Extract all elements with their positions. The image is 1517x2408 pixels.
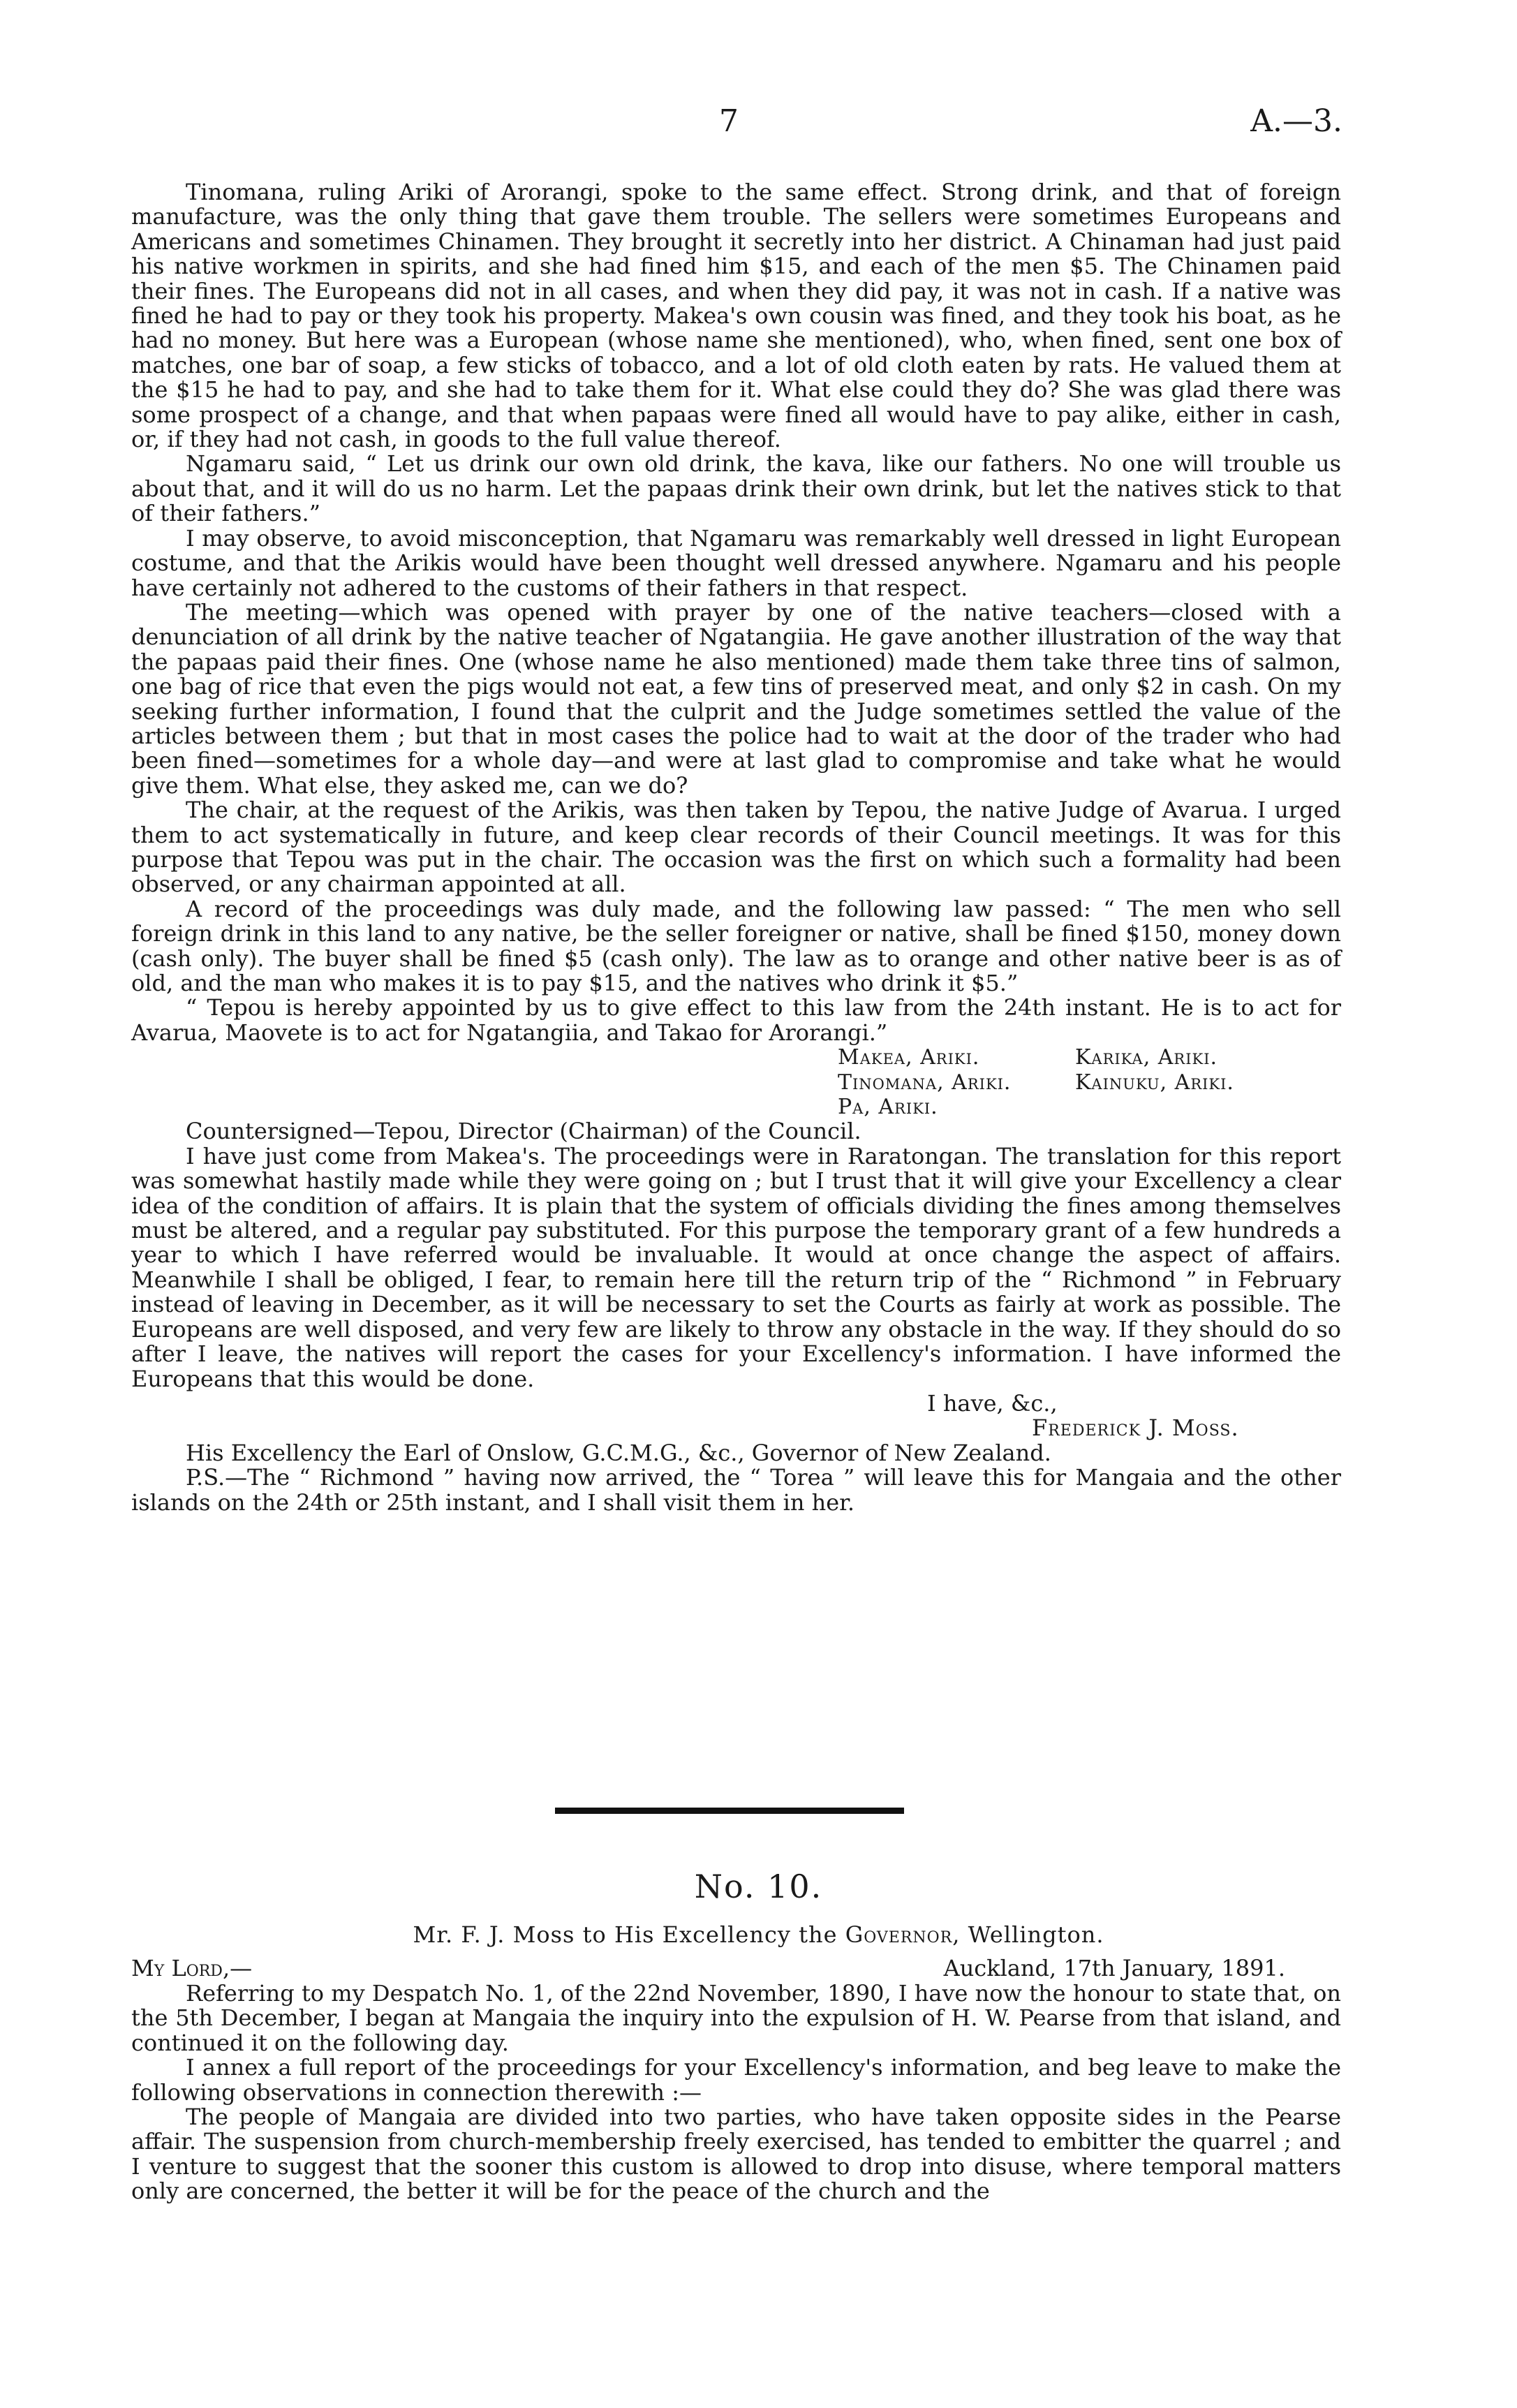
paragraph-observe: I may observe, to avoid misconception, that Ngamaru was remarkably well dressed in light European costume, and that the Arikis would have been thought well dressed anywhere. Ngamaru and his people have certainly not adhered to the customs of their fathers in that respect. [131, 524, 1341, 601]
document-reference: A.—3. [1250, 103, 1342, 139]
signature-tinomana: Tinomana, Ariki. [838, 1070, 1012, 1095]
page-header [0, 103, 1517, 145]
countersigned-line: Countersigned—Tepou, Director (Chairman) of the Council. [186, 1118, 861, 1145]
section-divider [555, 1808, 904, 1814]
subtitle-prefix: Mr. F. J. Moss to His Excellency the [413, 1921, 845, 1948]
signature-karika: Karika, Ariki. [1075, 1045, 1218, 1070]
section-title: No. 10. [694, 1868, 823, 1905]
paragraph-record: A record of the proceedings was duly made, and the following law passed: “ The men who sell foreign drink in this land to any native, be the seller foreigner or native, shall be fined $150, money down (cash only). The buyer shall be fined $5 (cash only). The law as to orange and other native beer is as of old, and the man who makes it is to pay $15, and the natives who drink it $5.” [131, 895, 1341, 996]
salutation: My Lord,— [131, 1955, 253, 1981]
closing-signature: Frederick J. Moss. [1032, 1414, 1239, 1442]
postscript: P.S.—The “ Richmond ” having now arrived, the “ Torea ” will leave this for Mangaia and the other islands on the 24th or 25th instant, and I shall visit them in her. [131, 1464, 1341, 1516]
signatures-block [131, 1045, 1341, 1119]
section-body [131, 1981, 1341, 2204]
paragraph-tinomana: Tinomana, ruling Ariki of Arorangi, spoke to the same effect. Strong drink, and that of foreign manufacture, was the only thing that gave them trouble. The sellers were sometimes Europeans and Americans and sometimes Chinamen. They brought it secretly into her district. A Chinaman had just paid his native workmen in spirits, and she had fined him $15, and each of the men $5. The Chinamen paid their fines. The Europeans did not in all cases, and when they did pay, it was not in cash. If a native was fined he had to pay or they took his property. Makea's own cousin was fined, and they took his boat, as he had no money. But here was a European (whose name she mentioned), who, when fined, sent one box of matches, one bar of soap, a few sticks of tobacco, and a lot of old cloth eaten by rats. He valued them at the $15 he had to pay, and she had to take them for it. What else could they do? She was glad there was some prospect of a change, and that when papaas were fined all would have to pay alike, either in cash, or, if they had not cash, in goods to the full value thereof. [131, 179, 1341, 453]
body-text [131, 180, 1341, 1515]
signature-pa: Pa, Ariki. [838, 1095, 938, 1120]
paragraph-ngamaru: Ngamaru said, “ Let us drink our own old drink, the kava, like our fathers. No one will trouble us about that, and it will do us no harm. Let the papaas drink their own drink, but let the natives stick to that of their fathers.” [131, 450, 1341, 527]
page-number: 7 [719, 103, 739, 139]
subtitle-suffix: , Wellington. [952, 1921, 1104, 1948]
addressee-line: His Excellency the Earl of Onslow, G.C.M.G., &c., Governor of New Zealand. [186, 1439, 1051, 1466]
paragraph-chair: The chair, at the request of the Arikis, was then taken by Tepou, the native Judge of Avarua. I urged them to act systematically in future, and keep clear records of their Council meetings. It was for this purpose that Tepou was put in the chair. The occasion was the first on which such a formality had been observed, or any chairman appointed at all. [131, 797, 1341, 898]
dateline: Auckland, 17th January, 1891. [943, 1955, 1285, 1981]
subtitle-governor: Governor [845, 1921, 953, 1948]
signature-makea: Makea, Ariki. [838, 1045, 980, 1070]
section-subtitle [0, 1921, 1517, 1948]
paragraph-tepou-appointed: “ Tepou is hereby appointed by us to give effect to this law from the 24th instant. He is to act for Avarua, Maovete is to act for Ngatangiia, and Takao for Arorangi.” [131, 994, 1341, 1046]
paragraph-mangaia-parties: The people of Mangaia are divided into two parties, who have taken opposite sides in the Pearse affair. The suspension from church-membership freely exercised, has tended to embitter the quarrel ; and I venture to suggest that the sooner this custom is allowed to drop into disuse, where temporal matters only are concerned, the better it will be for the peace of the church and the [131, 2104, 1341, 2205]
signature-kainuku: Kainuku, Ariki. [1075, 1070, 1234, 1095]
closing-have: I have, &c., [927, 1389, 1058, 1417]
paragraph-annex: I annex a full report of the proceedings for your Excellency's information, and beg leave to make the following observations in connection therewith :— [131, 2054, 1341, 2106]
paragraph-referring: Referring to my Despatch No. 1, of the 22nd November, 1890, I have now the honour to state that, on the 5th December, I began at Mangaia the inquiry into the expulsion of H. W. Pearse from that island, and continued it on the following day. [131, 1980, 1341, 2056]
paragraph-meeting: The meeting—which was opened with prayer by one of the native teachers—closed with a denunciation of all drink by the native teacher of Ngatangiia. He gave another illustration of the way that the papaas paid their fines. One (whose name he also mentioned) made them take three tins of salmon, one bag of rice that even the pigs would not eat, a few tins of preserved meat, and only $2 in cash. On my seeking further information, I found that the culprit and the Judge sometimes settled the value of the articles between them ; but that in most cases the police had to wait at the door of the trader who had been fined—sometimes for a whole day—and were at last glad to compromise and take what he would give them. What else, they asked me, can we do? [131, 598, 1341, 799]
paragraph-makea-visit: I have just come from Makea's. The proceedings were in Raratongan. The translation for this report was somewhat hastily made while they were going on ; but I trust that it will give your Excellency a clear idea of the condition of affairs. It is plain that the system of officials dividing the fines among themselves must be altered, and a regular pay substituted. For this purpose the temporary grant of a few hundreds a year to which I have referred would be invaluable. It would at once change the aspect of affairs. Meanwhile I shall be obliged, I fear, to remain here till the return trip of the “ Richmond ” in February instead of leaving in December, as it will be necessary to set the Courts as fairly at work as possible. The Europeans are well disposed, and very few are likely to throw any obstacle in the way. If they should do so after I leave, the natives will report the cases for your Excellency's information. I have informed the Europeans that this would be done. [131, 1142, 1341, 1392]
